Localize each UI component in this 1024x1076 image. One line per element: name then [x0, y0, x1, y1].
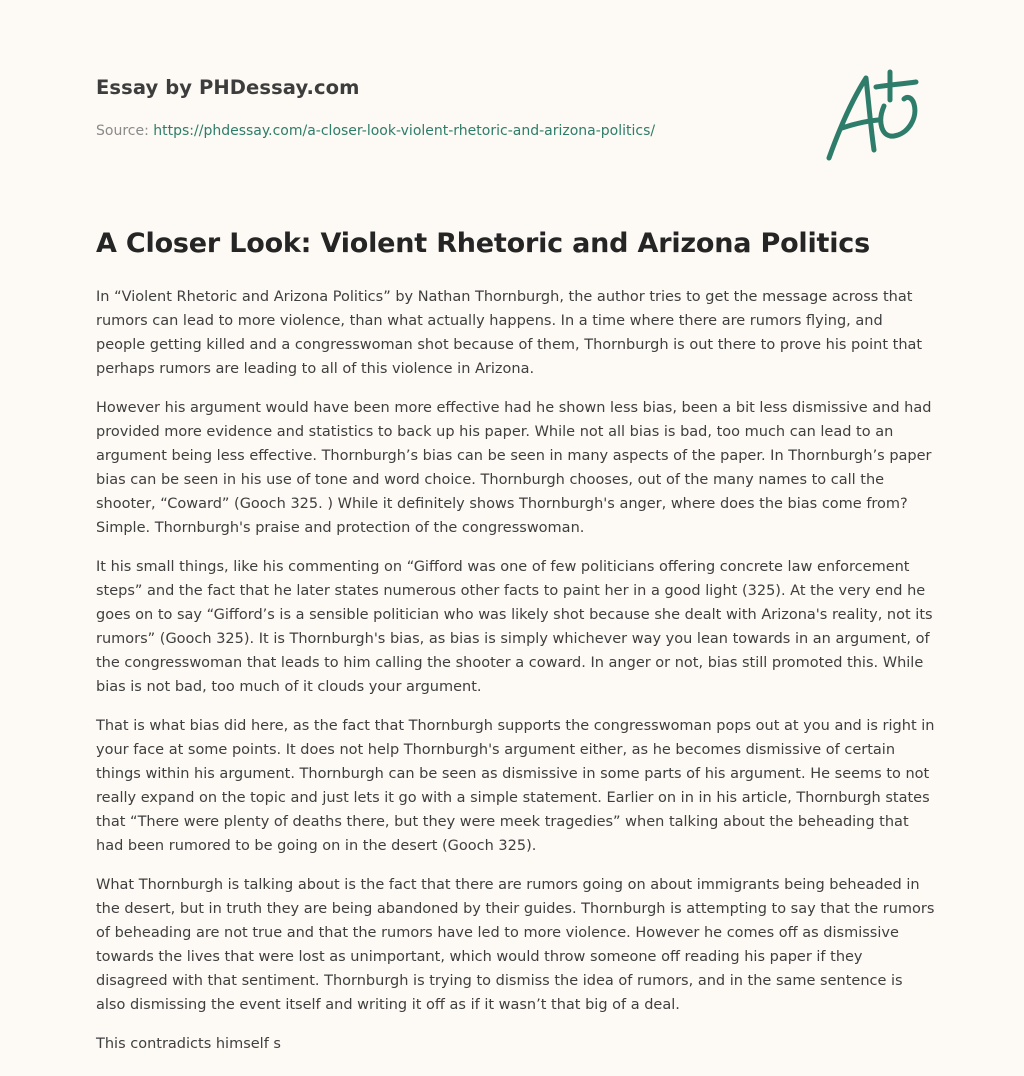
essay-paragraph: What Thornburgh is talking about is the fact that there are rumors going on about immigrants being beheaded in the desert, but in truth they are being abandoned by their guides. Thornburgh is attempting to say that the rumors of beheading are not true and that the rumors have led to more violence. However he comes off as dismissive towards the lives that were lost as unimportant, which would throw someone off reading his paper if they disagreed with that sentiment. Thornburgh is trying to dismiss the idea of rumors, and in the same sentence is also dismissing the event itself and writing it off as if it wasn’t that big of a deal.	[96, 877, 935, 1013]
essay-paragraph: This contradicts himself s	[96, 1036, 281, 1052]
source-line	[96, 123, 816, 139]
essay-paragraph: However his argument would have been more effective had he shown less bias, been a bit less dismissive and had provided more evidence and statistics to back up his paper. While not all bias is bad, too much can lead to an argument being less effective. Thornburgh’s bias can be seen in many aspects of the paper. In Thornburgh’s paper bias can be seen in his use of tone and word choice. Thornburgh chooses, out of the many names to call the shooter, “Coward” (Gooch 325. ) While it definitely shows Thornburgh's anger, where does the bias come from? Simple. Thornburgh's praise and protection of the congresswoman.	[96, 400, 932, 536]
a-plus-grade-icon	[822, 66, 930, 166]
source-label: Source:	[96, 123, 149, 139]
page-header	[96, 76, 816, 139]
essay-title: A Closer Look: Violent Rhetoric and Arizona Politics	[96, 228, 870, 259]
essay-paragraph: That is what bias did here, as the fact that Thornburgh supports the congresswoman pops out at you and is right in your face at some points. It does not help Thornburgh's argument either, as he becomes dismissive of certain things within his argument. Thornburgh can be seen as dismissive in some parts of his argument. He seems to not really expand on the topic and just lets it go with a simple statement. Earlier on in in his article, Thornburgh states that “There were plenty of deaths there, but they were meek tragedies” when talking about the beheading that had been rumored to be going on in the desert (Gooch 325).	[96, 718, 935, 854]
essay-body	[96, 285, 936, 1071]
essay-paragraph: It his small things, like his commenting on “Gifford was one of few politicians offering concrete law enforcement steps” and the fact that he later states numerous other facts to paint her in a good light (325). At the very end he goes on to say “Gifford’s is a sensible politician who was likely shot because she dealt with Arizona's reality, not its rumors” (Gooch 325). It is Thornburgh's bias, as bias is simply whichever way you lean towards in an argument, of the congresswoman that leads to him calling the shooter a coward. In anger or not, bias still promoted this. While bias is not bad, too much of it clouds your argument.	[96, 559, 933, 695]
essay-paragraph: In “Violent Rhetoric and Arizona Politics” by Nathan Thornburgh, the author tries to get the message across that rumors can lead to more violence, than what actually happens. In a time where there are rumors flying, and people getting killed and a congresswoman shot because of them, Thornburgh is out there to prove his point that perhaps rumors are leading to all of this violence in Arizona.	[96, 289, 923, 377]
site-brand: Essay by PHDessay.com	[96, 76, 360, 99]
source-link[interactable]: https://phdessay.com/a-closer-look-violent-rhetoric-and-arizona-politics/	[153, 123, 656, 139]
